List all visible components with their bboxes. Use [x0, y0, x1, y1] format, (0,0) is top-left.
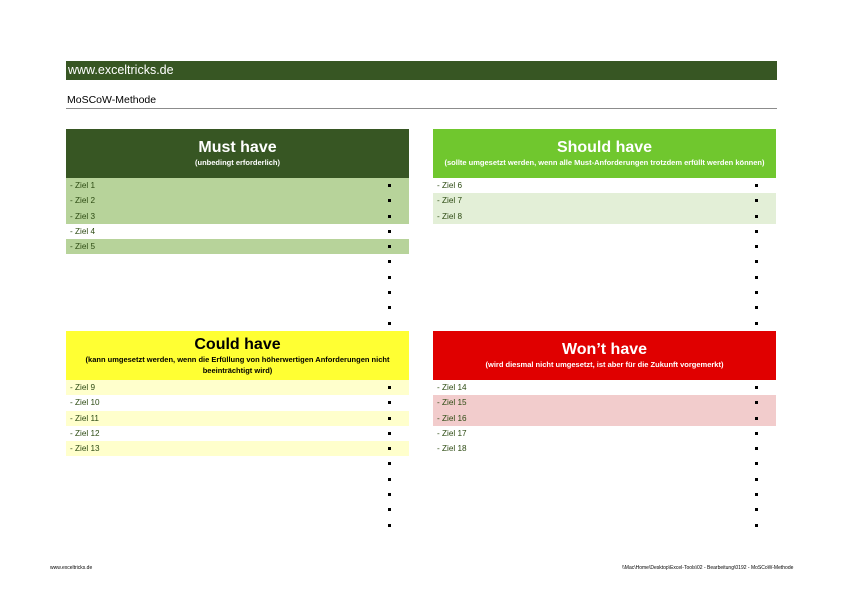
wont-have-title: Won’t have	[561, 341, 648, 358]
bullet-marker-icon	[755, 276, 758, 279]
bullet-marker-icon	[755, 432, 758, 435]
bullet-marker-icon	[755, 260, 758, 263]
list-item-label: - Ziel 11	[70, 413, 99, 423]
should-have-subtitle: (sollte umgesetzt werden, wenn alle Must-Anforderungen trotzdem erfüllt werden können)	[444, 158, 765, 167]
should-have-header	[433, 129, 776, 178]
list-item	[433, 518, 776, 533]
bullet-marker-icon	[388, 462, 391, 465]
bullet-marker-icon	[388, 199, 391, 202]
list-item-label: - Ziel 8	[437, 211, 463, 221]
list-item-label: - Ziel 15	[437, 398, 467, 408]
bullet-marker-icon	[755, 524, 758, 527]
list-item	[433, 456, 776, 471]
could-have-header	[66, 331, 409, 380]
list-item-label: - Ziel 13	[70, 444, 100, 454]
bullet-marker-icon	[388, 260, 391, 263]
bullet-marker-icon	[388, 493, 391, 496]
list-item	[433, 472, 776, 487]
list-item-label: - Ziel 12	[70, 428, 100, 438]
site-banner	[66, 61, 777, 80]
bullet-marker-icon	[755, 417, 758, 420]
bullet-marker-icon	[755, 508, 758, 511]
bullet-marker-icon	[755, 199, 758, 202]
list-item	[433, 487, 776, 502]
list-item	[433, 380, 776, 395]
list-item-label: - Ziel 2	[70, 196, 96, 206]
bullet-marker-icon	[388, 447, 391, 450]
bullet-marker-icon	[388, 306, 391, 309]
list-item	[66, 411, 409, 426]
bullet-marker-icon	[755, 462, 758, 465]
list-item	[433, 224, 776, 239]
bullet-marker-icon	[755, 401, 758, 404]
list-item-label: - Ziel 10	[70, 398, 100, 408]
list-item	[66, 502, 409, 517]
could-have-subtitle: (kann umgesetzt werden, wenn die Erfüllung von höherwertigen Anforderungen nicht beeinträchtigt wird)	[85, 354, 390, 375]
bullet-marker-icon	[388, 245, 391, 248]
list-item	[66, 518, 409, 533]
bullet-marker-icon	[755, 386, 758, 389]
bullet-marker-icon	[388, 432, 391, 435]
bullet-marker-icon	[388, 230, 391, 233]
list-item	[433, 193, 776, 208]
list-item	[66, 224, 409, 239]
bullet-marker-icon	[755, 245, 758, 248]
list-item	[433, 395, 776, 410]
list-item-label: - Ziel 16	[437, 413, 467, 423]
must-have-subtitle: (unbedingt erforderlich)	[195, 158, 280, 167]
bullet-marker-icon	[388, 215, 391, 218]
wont-have-subtitle: (wird diesmal nicht umgesetzt, ist aber für die Zukunft vorgemerkt)	[485, 360, 724, 369]
bullet-marker-icon	[755, 322, 758, 325]
list-item	[66, 270, 409, 285]
should-have-list	[433, 178, 776, 331]
list-item	[66, 456, 409, 471]
footer-site: www.exceltricks.de	[50, 565, 93, 571]
list-item	[433, 426, 776, 441]
list-item	[66, 285, 409, 300]
must-have-title: Must have	[198, 139, 277, 156]
bullet-marker-icon	[388, 184, 391, 187]
must-have-list	[66, 178, 409, 331]
bullet-marker-icon	[388, 478, 391, 481]
list-item	[433, 441, 776, 456]
wont-have-header	[433, 331, 776, 380]
could-have-quadrant	[66, 331, 409, 533]
bullet-marker-icon	[755, 493, 758, 496]
bullet-marker-icon	[388, 386, 391, 389]
list-item	[433, 285, 776, 300]
wont-have-list	[433, 380, 776, 533]
bullet-marker-icon	[755, 215, 758, 218]
list-item	[66, 254, 409, 269]
bullet-marker-icon	[388, 524, 391, 527]
bullet-marker-icon	[755, 478, 758, 481]
list-item-label: - Ziel 9	[70, 383, 96, 392]
bullet-marker-icon	[388, 401, 391, 404]
list-item-label: - Ziel 5	[70, 242, 96, 252]
bullet-marker-icon	[388, 276, 391, 279]
list-item-label: - Ziel 6	[437, 181, 463, 190]
list-item-label: - Ziel 17	[437, 428, 467, 438]
subtitle-divider	[66, 108, 777, 109]
list-item	[433, 270, 776, 285]
list-item	[66, 487, 409, 502]
list-item	[433, 316, 776, 331]
must-have-header	[66, 129, 409, 178]
list-item	[66, 300, 409, 315]
list-item	[433, 411, 776, 426]
could-have-list	[66, 380, 409, 533]
list-item-label: - Ziel 14	[437, 383, 467, 392]
list-item	[433, 502, 776, 517]
bullet-marker-icon	[388, 508, 391, 511]
bullet-marker-icon	[755, 184, 758, 187]
list-item	[66, 209, 409, 224]
list-item	[66, 316, 409, 331]
bullet-marker-icon	[388, 322, 391, 325]
list-item-label: - Ziel 4	[70, 226, 96, 236]
list-item	[66, 239, 409, 254]
bullet-marker-icon	[388, 417, 391, 420]
list-item	[433, 178, 776, 193]
bullet-marker-icon	[388, 291, 391, 294]
list-item	[433, 209, 776, 224]
list-item	[66, 472, 409, 487]
wont-have-quadrant	[433, 331, 776, 533]
could-have-title: Could have	[194, 335, 281, 353]
bullet-marker-icon	[755, 447, 758, 450]
list-item-label: - Ziel 7	[437, 196, 463, 206]
list-item	[66, 441, 409, 456]
page-subtitle: MoSCoW-Methode	[67, 94, 157, 106]
list-item-label: - Ziel 3	[70, 211, 96, 221]
list-item-label: - Ziel 18	[437, 444, 467, 454]
list-item	[66, 193, 409, 208]
footer-path: \\Mac\Home\Desktop\Excel-Tools\02 - Bearbeitung\0192 - MoSCoW-Methode	[622, 565, 794, 571]
list-item	[66, 395, 409, 410]
list-item	[66, 426, 409, 441]
list-item	[433, 239, 776, 254]
list-item	[66, 178, 409, 193]
list-item	[433, 300, 776, 315]
bullet-marker-icon	[755, 291, 758, 294]
bullet-marker-icon	[755, 306, 758, 309]
list-item	[433, 254, 776, 269]
list-item	[66, 380, 409, 395]
should-have-quadrant	[433, 129, 776, 331]
bullet-marker-icon	[755, 230, 758, 233]
list-item-label: - Ziel 1	[70, 181, 96, 190]
should-have-title: Should have	[556, 139, 653, 156]
must-have-quadrant	[66, 129, 409, 331]
site-name: www.exceltricks.de	[68, 63, 174, 77]
